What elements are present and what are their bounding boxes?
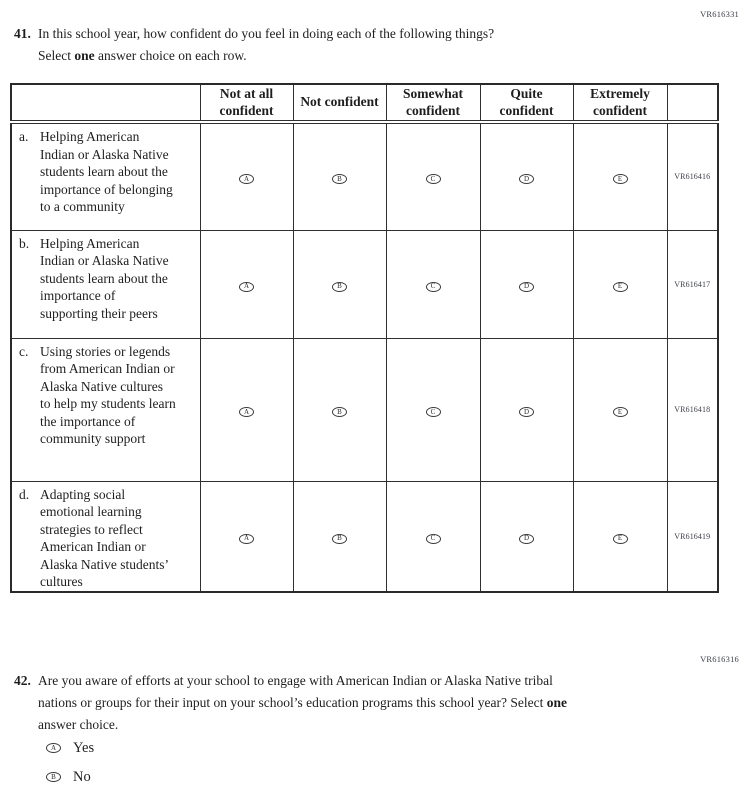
form-code-q41: VR616331	[700, 9, 739, 19]
row-b-option-cell-B	[293, 230, 386, 338]
row-d-option-cell-B	[293, 481, 386, 592]
matrix-header-not-at-all: Not at all confident	[200, 84, 293, 122]
q42-answer-options	[46, 741, 94, 788]
row-c-text: Using stories or legends from American Indian or Alaska Native cultures to help my students learn the importance of community support	[40, 343, 176, 446]
row-b-code: VR616417	[667, 230, 718, 338]
question-42-number: 42.	[14, 673, 31, 688]
row-c-option-cell-A	[200, 338, 293, 481]
row-b-text: Helping American Indian or Alaska Native students learn about the importance of supporting their peers	[40, 235, 169, 321]
row-a-bubble-D[interactable]: D	[519, 174, 534, 184]
row-a-code: VR616416	[667, 122, 718, 230]
row-b-bubble-B[interactable]: B	[332, 282, 347, 292]
instruction-pre: Select	[38, 48, 75, 63]
row-a-text: Helping American Indian or Alaska Native students learn about the importance of belonging to a community	[40, 129, 173, 214]
matrix-header-extremely: Extremely confident	[573, 84, 667, 122]
row-c-option-cell-D	[480, 338, 573, 481]
q42-text-bold-one: one	[546, 695, 568, 710]
row-a-option-cell-D	[480, 122, 573, 230]
row-b-bubble-D[interactable]: D	[519, 282, 534, 292]
matrix-header-quite: Quite confident	[480, 84, 573, 122]
matrix-row-c	[11, 338, 718, 481]
row-b-option-cell-D	[480, 230, 573, 338]
row-a-option-cell-E	[573, 122, 667, 230]
row-d-bubble-B[interactable]: B	[332, 534, 347, 544]
row-b-option-cell-A	[200, 230, 293, 338]
matrix-header-stub	[11, 84, 200, 122]
q42-label-yes: Yes	[73, 740, 95, 756]
row-d-bubble-A[interactable]: A	[239, 534, 254, 544]
row-b-option-cell-E	[573, 230, 667, 338]
q42-text-post: answer choice.	[38, 717, 119, 732]
row-c-bubble-E[interactable]: E	[613, 407, 628, 417]
row-c-option-cell-B	[293, 338, 386, 481]
row-a-option-cell-A	[200, 122, 293, 230]
row-c-option-cell-E	[573, 338, 667, 481]
row-d-option-cell-C	[386, 481, 480, 592]
row-a-letter: a.	[19, 129, 29, 144]
question-41-text	[38, 23, 613, 67]
row-a-bubble-A[interactable]: A	[239, 174, 254, 184]
q42-bubble-A[interactable]: A	[46, 743, 61, 753]
q41-matrix-table	[10, 83, 719, 593]
row-d-bubble-D[interactable]: D	[519, 534, 534, 544]
row-b-bubble-E[interactable]: E	[613, 282, 628, 292]
row-b-bubble-C[interactable]: C	[426, 282, 441, 292]
question-42	[14, 670, 614, 736]
row-d-code: VR616419	[667, 481, 718, 592]
row-d-text: Adapting social emotional learning strategies to reflect American Indian or Alaska Native students’ cultures	[40, 486, 168, 589]
question-41-instruction	[38, 45, 613, 67]
matrix-row-a	[11, 122, 718, 230]
row-a-statement	[11, 122, 200, 230]
matrix-header-not: Not confident	[293, 84, 386, 122]
question-41	[14, 23, 634, 67]
question-42-text	[38, 670, 575, 736]
question-41-sentence-1: In this school year, how confident do you feel in doing each of the following things?	[38, 26, 495, 41]
q42-text-pre: Are you aware of efforts at your school to engage with American Indian or Alaska Native tribal nations or groups for their input on your school’s education programs this school year? Select	[38, 673, 553, 710]
q42-label-no: No	[73, 769, 91, 785]
matrix-header-somewhat: Somewhat confident	[386, 84, 480, 122]
row-c-bubble-B[interactable]: B	[332, 407, 347, 417]
row-a-option-cell-B	[293, 122, 386, 230]
row-c-bubble-A[interactable]: A	[239, 407, 254, 417]
row-d-bubble-C[interactable]: C	[426, 534, 441, 544]
row-a-bubble-E[interactable]: E	[613, 174, 628, 184]
row-b-statement	[11, 230, 200, 338]
row-d-option-cell-A	[200, 481, 293, 592]
row-c-letter: c.	[19, 343, 29, 359]
q42-option-no	[46, 770, 94, 784]
row-c-bubble-C[interactable]: C	[426, 407, 441, 417]
row-b-option-cell-C	[386, 230, 480, 338]
row-a-option-cell-C	[386, 122, 480, 230]
question-41-number: 41.	[14, 26, 31, 41]
form-code-q42: VR616316	[700, 654, 739, 664]
instruction-post: answer choice on each row.	[94, 48, 247, 63]
row-a-bubble-C[interactable]: C	[426, 174, 441, 184]
row-b-letter: b.	[19, 235, 30, 251]
row-d-option-cell-D	[480, 481, 573, 592]
matrix-header-row	[11, 84, 718, 122]
matrix-header-code-col	[667, 84, 718, 122]
row-d-option-cell-E	[573, 481, 667, 592]
row-d-bubble-E[interactable]: E	[613, 534, 628, 544]
row-b-bubble-A[interactable]: A	[239, 282, 254, 292]
row-d-letter: d.	[19, 486, 30, 502]
matrix-row-b	[11, 230, 718, 338]
instruction-bold-one: one	[74, 48, 95, 63]
row-c-option-cell-C	[386, 338, 480, 481]
row-a-bubble-B[interactable]: B	[332, 174, 347, 184]
row-d-statement	[11, 481, 200, 592]
row-c-code: VR616418	[667, 338, 718, 481]
row-c-bubble-D[interactable]: D	[519, 407, 534, 417]
row-c-statement	[11, 338, 200, 481]
q42-option-yes	[46, 741, 94, 755]
q42-bubble-B[interactable]: B	[46, 772, 61, 782]
matrix-row-d	[11, 481, 718, 592]
